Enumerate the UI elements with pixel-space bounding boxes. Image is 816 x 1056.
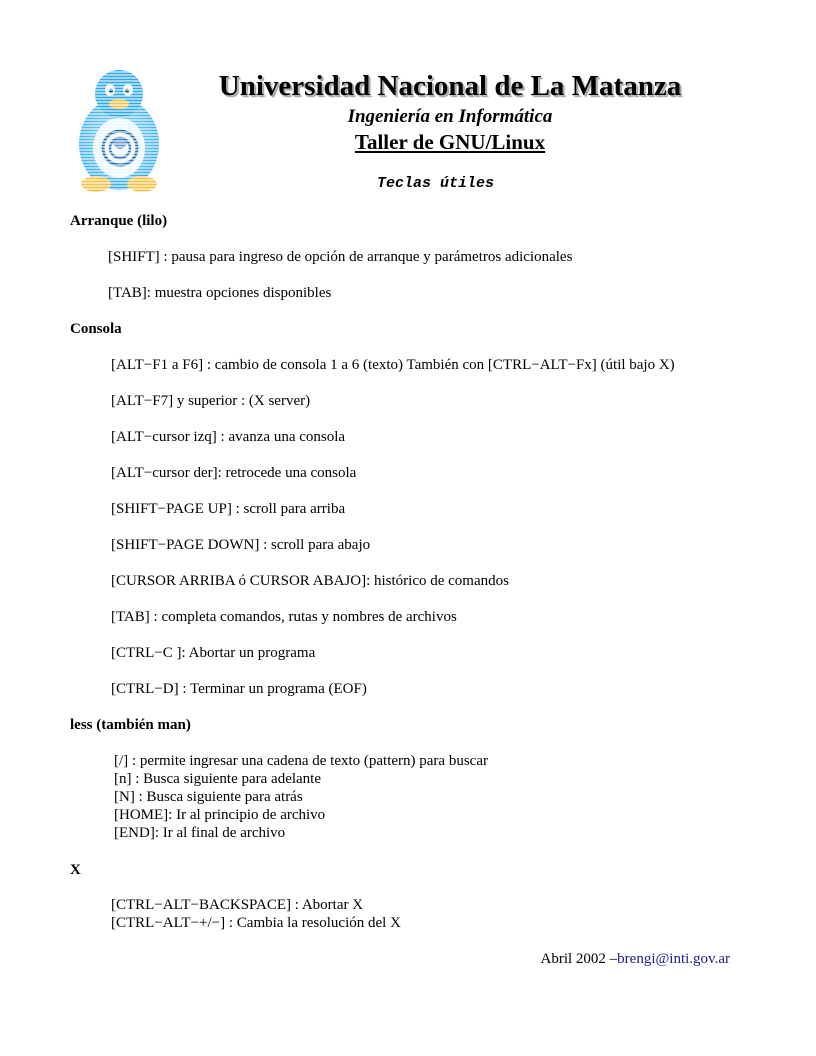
list-item: [SHIFT−PAGE DOWN] : scroll para abajo xyxy=(111,537,371,553)
university-title: Universidad Nacional de La Matanza xyxy=(218,70,682,102)
list-item: [CTRL−C ]: Abortar un programa xyxy=(111,645,316,661)
section-heading-arranque: Arranque (lilo) xyxy=(70,213,168,229)
list-item: [CURSOR ARRIBA ó CURSOR ABAJO]: histórico de comandos xyxy=(111,573,509,589)
list-item: [/] : permite ingresar una cadena de texto (pattern) para buscar xyxy=(114,753,488,769)
footer-signature xyxy=(541,951,731,968)
list-item: [ALT−cursor der]: retrocede una consola xyxy=(111,465,357,481)
faculty-subtitle: Ingeniería en Informática xyxy=(347,106,553,127)
email-link[interactable]: brengi@inti.gov.ar xyxy=(617,951,730,967)
list-item: [TAB]: muestra opciones disponibles xyxy=(108,285,332,301)
list-item: [ALT−F1 a F6] : cambio de consola 1 a 6 (texto) También con [CTRL−ALT−Fx] (útil bajo X) xyxy=(111,357,675,373)
list-item: [TAB] : completa comandos, rutas y nombres de archivos xyxy=(111,609,457,625)
list-item: [HOME]: Ir al principio de archivo xyxy=(114,807,326,823)
list-item: [CTRL−ALT−+/−] : Cambia la resolución del X xyxy=(111,915,401,931)
document-title: Teclas útiles xyxy=(377,175,495,192)
list-item: [ALT−cursor izq] : avanza una consola xyxy=(111,429,346,445)
list-item: [ALT−F7] y superior : (X server) xyxy=(111,393,311,409)
section-heading-consola: Consola xyxy=(70,321,122,337)
footer-date: Abril 2002 – xyxy=(540,951,618,967)
section-heading-less: less (también man) xyxy=(70,717,191,733)
list-item: [n] : Busca siguiente para adelante xyxy=(114,771,321,787)
section-heading-x: X xyxy=(70,862,81,878)
list-item: [CTRL−D] : Terminar un programa (EOF) xyxy=(111,681,367,697)
list-item: [CTRL−ALT−BACKSPACE] : Abortar X xyxy=(111,897,364,913)
list-item: [END]: Ir al final de archivo xyxy=(114,825,286,841)
list-item: [N] : Busca siguiente para atrás xyxy=(114,789,303,805)
course-title: Taller de GNU/Linux xyxy=(354,130,546,154)
list-item: [SHIFT−PAGE UP] : scroll para arriba xyxy=(111,501,346,517)
list-item: [SHIFT] : pausa para ingreso de opción de arranque y parámetros adicionales xyxy=(108,249,573,265)
